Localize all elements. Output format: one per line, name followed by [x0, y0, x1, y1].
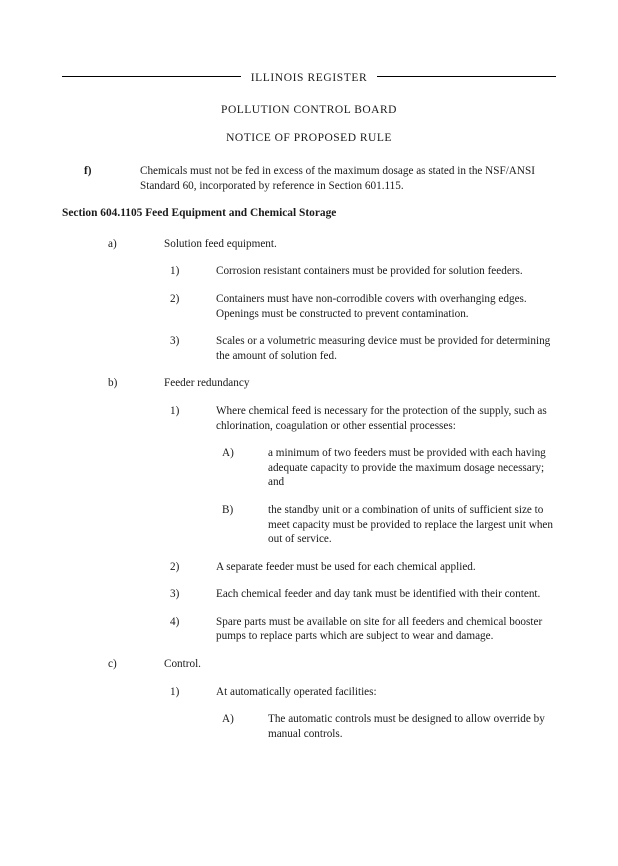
header-rule-row	[62, 66, 556, 82]
section-heading: Section 604.1105 Feed Equipment and Chemical Storage	[62, 207, 337, 220]
clause-b-1-B	[222, 503, 556, 547]
clause-a-3	[170, 334, 556, 363]
clause-a	[108, 237, 556, 252]
clause-b-1-A	[222, 446, 556, 490]
clause-marker: 2)	[170, 292, 180, 305]
clause-a-2	[170, 292, 556, 321]
clause-text: Spare parts must be available on site for all feeders and chemical booster pumps to replace parts which are subject to wear and damage.	[216, 615, 543, 643]
document-body	[62, 164, 556, 741]
clause-marker: b)	[108, 377, 118, 390]
clause-marker: 3)	[170, 335, 180, 348]
spacer	[62, 116, 556, 132]
clause-marker: 4)	[170, 615, 180, 628]
clause-marker: a)	[108, 237, 117, 250]
clause-b-2	[170, 560, 556, 575]
clause-b-3	[170, 587, 556, 602]
clause-b-4	[170, 615, 556, 644]
clause-text: Solution feed equipment.	[164, 237, 277, 250]
board-name: POLLUTION CONTROL BOARD	[221, 104, 397, 116]
clause-marker: B)	[222, 503, 234, 516]
clause-c	[108, 657, 556, 672]
clause-text: Scales or a volumetric measuring device must be provided for determining the amount of solution fed.	[216, 335, 551, 362]
clause-text: Where chemical feed is necessary for the protection of the supply, such as chlorination, coagulation or other essential processes:	[216, 404, 547, 432]
register-title: ILLINOIS REGISTER	[241, 72, 378, 84]
notice-title: NOTICE OF PROPOSED RULE	[226, 132, 392, 144]
document-page	[0, 66, 618, 866]
clause-text: Chemicals must not be fed in excess of the maximum dosage as stated in the NSF/ANSI Standard 60, incorporated by reference in Section 601.115.	[140, 165, 535, 192]
clause-text: Corrosion resistant containers must be provided for solution feeders.	[216, 265, 523, 278]
clause-text: Each chemical feeder and day tank must be identified with their content.	[216, 588, 541, 601]
clause-text: The automatic controls must be designed to allow override by manual controls.	[268, 713, 545, 740]
clause-c-1-A	[222, 712, 556, 741]
clause-text: Feeder redundancy	[164, 377, 250, 390]
clause-marker: A)	[222, 447, 234, 460]
clause-f	[84, 164, 556, 193]
clause-marker: 1)	[170, 685, 180, 698]
clause-marker: A)	[222, 713, 234, 726]
clause-marker: 3)	[170, 588, 180, 601]
spacer	[62, 82, 556, 104]
clause-text: Containers must have non-corrodible covers with overhanging edges. Openings must be constructed to prevent contamination.	[216, 292, 527, 320]
clause-marker: c)	[108, 658, 117, 671]
clause-a-1	[170, 264, 556, 279]
clause-b	[108, 376, 556, 391]
clause-marker: 2)	[170, 560, 180, 573]
clause-marker: 1)	[170, 404, 180, 417]
clause-text: a minimum of two feeders must be provided with each having adequate capacity to provide the maximum dosage necessary; and	[268, 447, 546, 489]
clause-marker: f)	[84, 165, 92, 177]
clause-b-1	[170, 404, 556, 433]
clause-text: A separate feeder must be used for each chemical applied.	[216, 560, 476, 573]
clause-text: Control.	[164, 658, 201, 671]
clause-text: At automatically operated facilities:	[216, 685, 377, 698]
document-header	[62, 66, 556, 144]
clause-text: the standby unit or a combination of units of sufficient size to meet capacity must be provided to replace the largest unit when out of service.	[268, 503, 553, 546]
clause-c-1	[170, 685, 556, 700]
clause-marker: 1)	[170, 265, 180, 278]
